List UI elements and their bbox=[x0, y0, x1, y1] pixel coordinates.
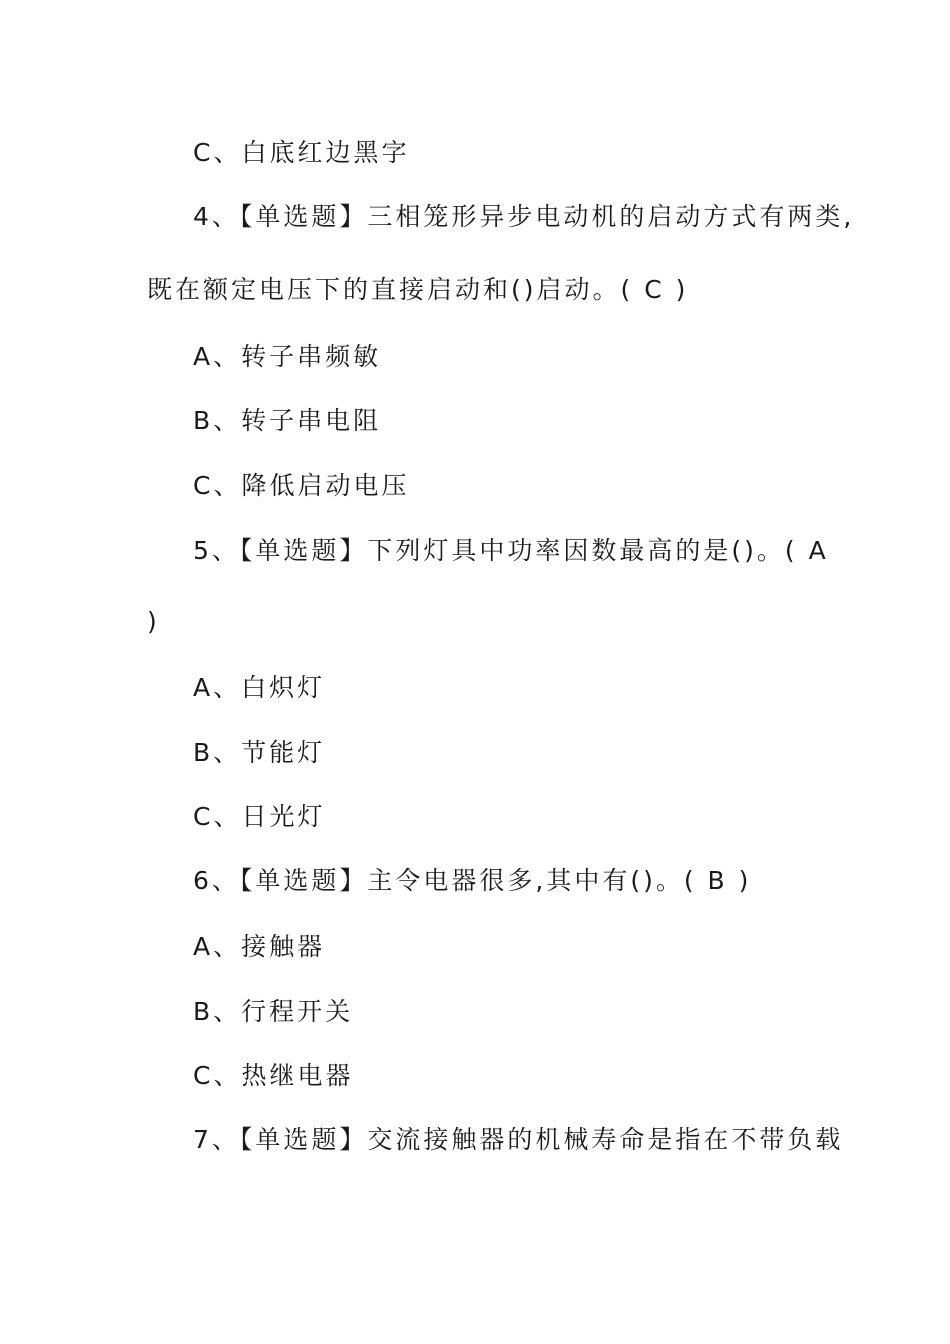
option-c: C、日光灯 bbox=[193, 802, 326, 831]
option-c: C、降低启动电压 bbox=[193, 471, 410, 500]
question-7-stem: 7、【单选题】交流接触器的机械寿命是指在不带负载 bbox=[193, 1125, 844, 1154]
option-c: C、白底红边黑字 bbox=[193, 138, 410, 167]
option-b: B、转子串电阻 bbox=[193, 406, 382, 435]
option-b: B、节能灯 bbox=[193, 738, 326, 767]
question-4-stem-cont: 既在额定电压下的直接启动和()启动。( C ) bbox=[147, 275, 689, 304]
option-a: A、接触器 bbox=[193, 932, 326, 961]
option-a: A、白炽灯 bbox=[193, 673, 326, 702]
question-5-stem: 5、【单选题】下列灯具中功率因数最高的是()。( A bbox=[193, 536, 829, 565]
question-5-stem-cont: ) bbox=[147, 607, 160, 636]
option-a: A、转子串频敏 bbox=[193, 342, 382, 371]
question-6-stem: 6、【单选题】主令电器很多,其中有()。( B ) bbox=[193, 866, 752, 895]
option-c: C、热继电器 bbox=[193, 1061, 354, 1090]
question-4-stem: 4、【单选题】三相笼形异步电动机的启动方式有两类, bbox=[193, 202, 855, 231]
option-b: B、行程开关 bbox=[193, 997, 354, 1026]
